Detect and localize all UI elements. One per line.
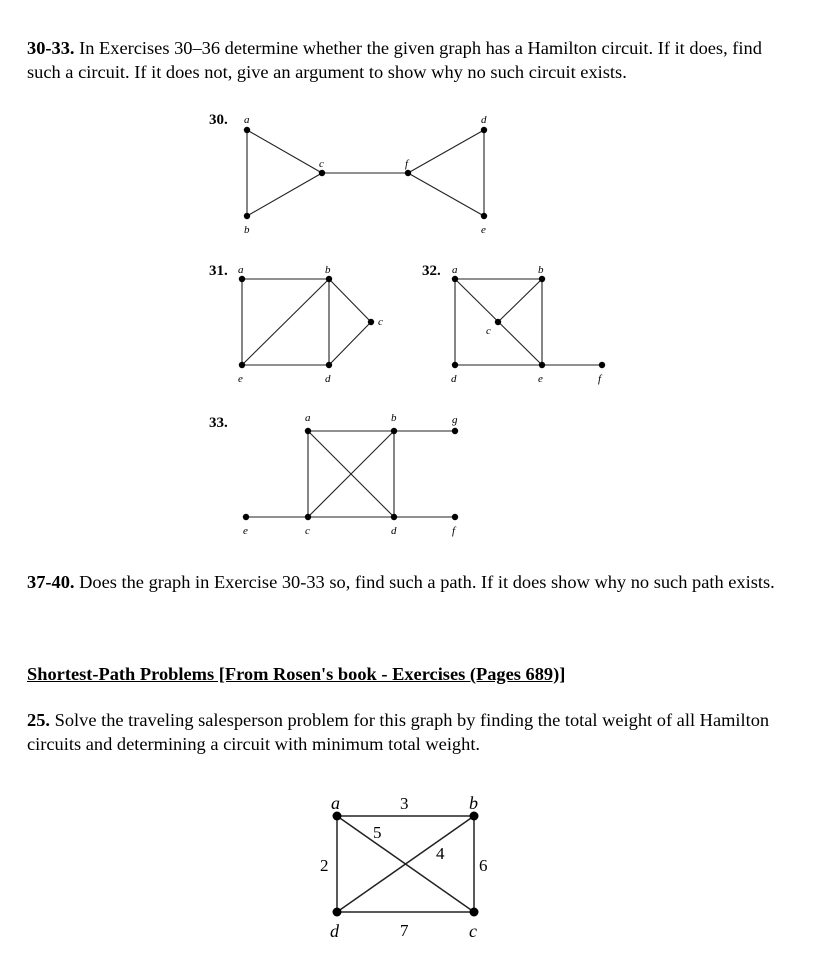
g33-label-g: g <box>452 414 458 426</box>
graph-31 <box>209 263 383 385</box>
tsp-label-c: c <box>469 921 477 941</box>
g32-label-e: e <box>538 373 543 385</box>
weight-bc: 6 <box>479 856 488 875</box>
question-37-40-number: 37-40. <box>27 572 75 592</box>
g32-label-b: b <box>538 264 544 276</box>
g33-label-d: d <box>391 525 397 537</box>
g31-label-a: a <box>238 264 244 276</box>
question-25 <box>27 708 787 756</box>
tsp-label-a: a <box>331 793 340 813</box>
tsp-label-b: b <box>469 793 478 813</box>
g31-label-e: e <box>238 373 243 385</box>
question-25-number: 25. <box>27 710 50 730</box>
question-25-text: Solve the traveling salesperson problem for this graph by finding the total weight of all Hamilton circuits and determining a circuit with minimum total weight. <box>27 710 770 754</box>
weight-dc: 7 <box>400 921 409 940</box>
g31-label-d: d <box>325 373 331 385</box>
intro-number: 30-33. <box>27 38 75 58</box>
g30-label-e: e <box>481 224 486 236</box>
section-heading: Shortest-Path Problems [From Rosen's book - Exercises (Pages 689)] <box>27 664 566 684</box>
g33-label-f: f <box>452 525 456 537</box>
g30-label-a: a <box>244 114 250 126</box>
g33-label-b: b <box>391 412 397 424</box>
question-37-40 <box>27 570 787 594</box>
g32-label-c: c <box>486 325 491 337</box>
g33-label-e: e <box>243 525 248 537</box>
tsp-graph <box>320 793 488 941</box>
g32-label-a: a <box>452 264 458 276</box>
g33-label-a: a <box>305 412 311 424</box>
weight-ac: 5 <box>373 823 382 842</box>
graph-30-number: 30. <box>209 112 228 128</box>
g32-label-d: d <box>451 373 457 385</box>
g30-label-b: b <box>244 224 250 236</box>
weight-bd: 4 <box>436 844 445 863</box>
g30-label-c: c <box>319 158 324 170</box>
question-37-40-text: Does the graph in Exercise 30-33 so, find such a path. If it does show why no such path exists. <box>74 572 775 592</box>
graph-33 <box>209 412 458 537</box>
g30-label-f: f <box>405 158 409 170</box>
graph-33-number: 33. <box>209 415 228 431</box>
g32-label-f: f <box>598 373 602 385</box>
tsp-label-d: d <box>330 921 339 941</box>
graph-30 <box>209 112 487 236</box>
g33-label-c: c <box>305 525 310 537</box>
graph-32-number: 32. <box>422 263 441 279</box>
g31-label-c: c <box>378 316 383 328</box>
graph-32 <box>422 263 605 385</box>
weight-ab: 3 <box>400 794 409 813</box>
weight-ad: 2 <box>320 856 329 875</box>
graph-31-number: 31. <box>209 263 228 279</box>
g31-label-b: b <box>325 264 331 276</box>
intro-text: In Exercises 30–36 determine whether the given graph has a Hamilton circuit. If it does, find such a circuit. If it does not, give an argument to show why no such circuit exists. <box>27 38 762 82</box>
g30-label-d: d <box>481 114 487 126</box>
